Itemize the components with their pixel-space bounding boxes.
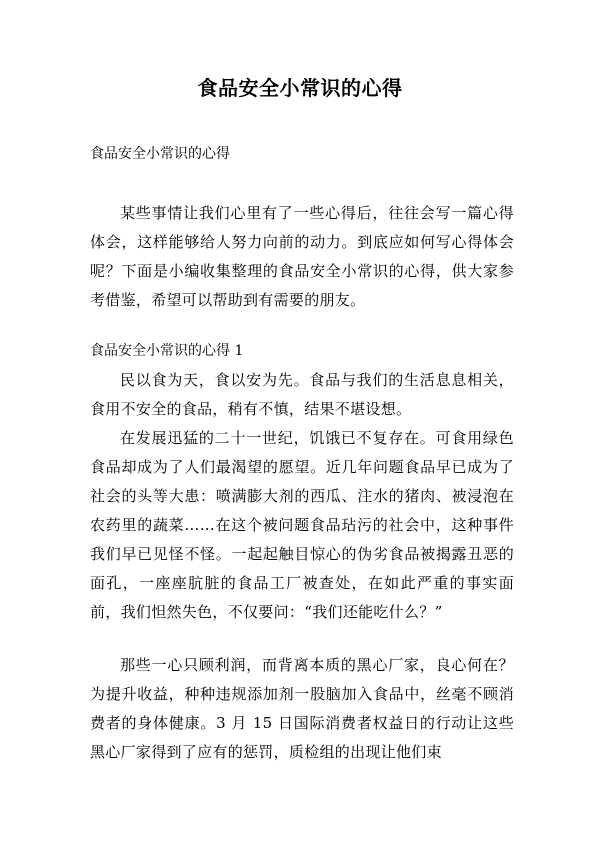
section-heading: 食品安全小常识的心得 1 — [90, 343, 244, 359]
body-paragraph: 那些一心只顾利润，而背离本质的黑心厂家，良心何在？为提升收益，种种违规添加剂一股脑加入食品中，丝毫不顾消费者的身体健康。3 月 15 日国际消费者权益日的行动让这些黑心厂家得到了应有的惩罚，质检组的出现让他们束 — [90, 656, 514, 761]
intro-paragraph: 某些事情让我们心里有了一些心得后，往往会写一篇心得体会，这样能够给人努力向前的动力。到底应如何写心得体会呢？下面是小编收集整理的食品安全小常识的心得，供大家参考借鉴，希望可以帮助到有需要的朋友。 — [90, 204, 514, 309]
body-paragraph: 民以食为天，食以安为先。食品与我们的生活息息相关，食用不安全的食品，稍有不慎，结果不堪设想。 — [90, 371, 514, 418]
document-subtitle: 食品安全小常识的心得 — [90, 146, 230, 162]
body-paragraph: 在发展迅猛的二十一世纪，饥饿已不复存在。可食用绿色食品却成为了人们最渴望的愿望。近几年问题食品早已成为了社会的头等大患：喷满膨大剂的西瓜、注水的猪肉、被浸泡在农药里的蔬菜……在这个被问题食品玷污的社会中，这种事件我们早已见怪不怪。一起起触目惊心的伪劣食品被揭露丑恶的面孔，一座座肮脏的食品工厂被查处，在如此严重的事实面前，我们怛然失色，不仅要问：“我们还能吃什么？” — [90, 429, 514, 621]
document-title: 食品安全小常识的心得 — [197, 76, 403, 100]
